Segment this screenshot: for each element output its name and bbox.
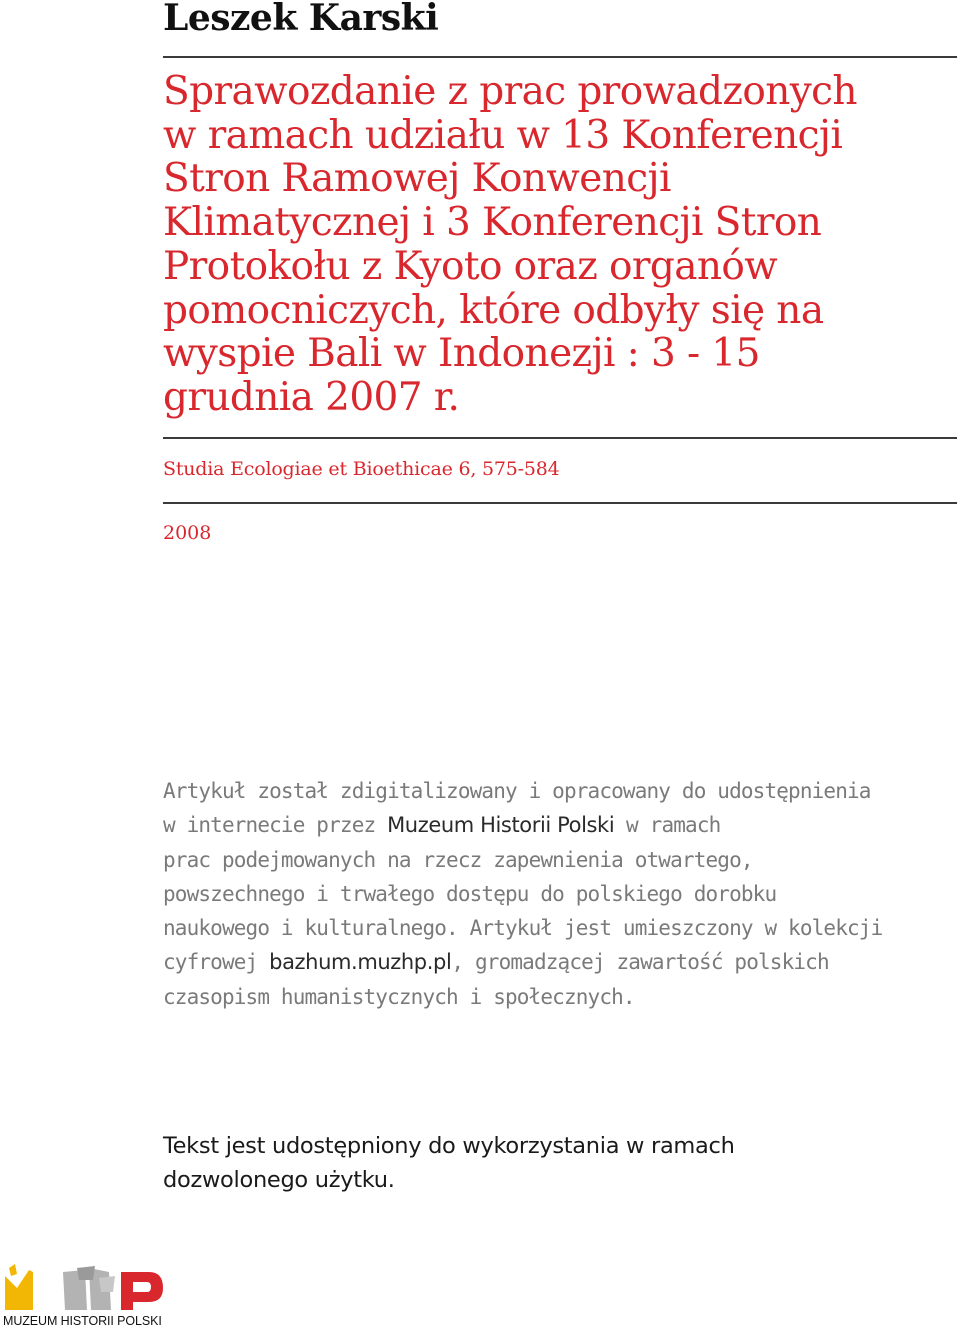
top-rule — [163, 56, 957, 58]
logo-caption: MUZEUM HISTORII POLSKI — [3, 1314, 162, 1328]
usage-line: Tekst jest udostępniony do wykorzystania w ramach — [163, 1133, 735, 1159]
title-line: Stron Ramowej Konwencji — [163, 156, 671, 202]
author-name: Leszek Karski — [163, 0, 439, 39]
notice-line: prac podejmowanych na rzecz zapewnienia otwartego, — [163, 847, 753, 872]
title-line: wyspie Bali w Indonezji : 3 - 15 — [163, 331, 760, 377]
usage-statement — [163, 1129, 923, 1197]
title-line: grudnia 2007 r. — [163, 374, 460, 420]
notice-line: powszechnego i trwałego dostępu do polskiego dorobku — [163, 881, 777, 906]
museum-name: Muzeum Historii Polski — [387, 813, 615, 838]
title-line: Protokołu z Kyoto oraz organów — [163, 243, 778, 289]
usage-line: dozwolonego użytku. — [163, 1167, 395, 1193]
logo-red-mark — [121, 1272, 163, 1310]
notice-line: w internecie przez — [163, 813, 388, 838]
journal-rule — [163, 502, 957, 504]
notice-line: , gromadzącej zawartość polskich — [451, 950, 829, 975]
notice-line: cyfrowej — [163, 950, 270, 975]
title-line: Sprawozdanie z prac prowadzonych — [163, 69, 857, 114]
notice-line: naukowego i kulturalnego. Artykuł jest umieszczony w kolekcji — [163, 916, 883, 941]
logo-yellow-mark — [5, 1264, 33, 1310]
notice-line: w ramach — [614, 813, 721, 838]
collection-link[interactable]: bazhum.muzhp.pl — [269, 950, 452, 975]
title-line: Klimatycznej i 3 Konferencji Stron — [163, 200, 822, 246]
title-line: w ramach udziału w 13 Konferencji — [163, 112, 843, 158]
article-title — [163, 70, 953, 420]
logo-gray-mark — [63, 1266, 115, 1310]
title-line: pomocniczych, które odbyły się na — [163, 287, 824, 333]
notice-line: czasopism humanistycznych i społecznych. — [163, 984, 635, 1009]
title-rule — [163, 437, 957, 439]
journal-citation: Studia Ecologiae et Bioethicae 6, 575-584 — [163, 458, 560, 480]
publication-year: 2008 — [163, 522, 212, 544]
digitization-notice — [163, 774, 943, 1014]
notice-line: Artykuł został zdigitalizowany i opracowany do udostępnienia — [163, 779, 871, 803]
